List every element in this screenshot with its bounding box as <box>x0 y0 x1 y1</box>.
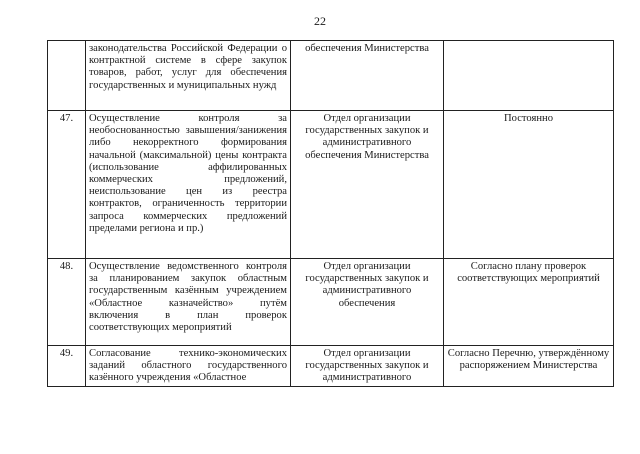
term-text <box>444 41 614 111</box>
row-number: 49. <box>48 346 86 387</box>
measure-text: Согласование технико-экономических заданий областного государственного казённого учреждения «Областное <box>86 346 291 387</box>
term-text: Согласно Перечню, утверждённому распоряжением Министерства <box>444 346 614 387</box>
responsible-text: обеспечения Министерства <box>291 41 444 111</box>
responsible-text: Отдел организации государственных закупок и административного обеспечения Министерства <box>291 111 444 259</box>
page-number: 22 <box>314 14 326 28</box>
table-row <box>48 111 614 259</box>
row-number: 48. <box>48 259 86 346</box>
responsible-text: Отдел организации государственных закупок и административного обеспечения <box>291 259 444 346</box>
measure-text: Осуществление контроля за необоснованностью завышения/занижения либо некорректного формирования начальной (максимальной) цены контракта (использование аффилированных коммерческих предложений, неиспользование цен из реестра контрактов, ограниченность территории запроса коммерческих предложений пределами региона и пр.) <box>86 111 291 259</box>
table-row <box>48 259 614 346</box>
row-number <box>48 41 86 111</box>
term-text: Согласно плану проверок соответствующих мероприятий <box>444 259 614 346</box>
measure-text: Осуществление ведомственного контроля за планированием закупок областным государственным казённым учреждением «Областное казначейство» путём включения в план проверок соответствующих мероприятий <box>86 259 291 346</box>
measures-table <box>47 40 614 387</box>
table-row <box>48 41 614 111</box>
table-row <box>48 346 614 387</box>
term-text: Постоянно <box>444 111 614 259</box>
responsible-text: Отдел организации государственных закупок и административного <box>291 346 444 387</box>
measure-text: законодательства Российской Федерации о контрактной системе в сфере закупок товаров, работ, услуг для обеспечения государственных и муниципальных нужд <box>86 41 291 111</box>
row-number: 47. <box>48 111 86 259</box>
